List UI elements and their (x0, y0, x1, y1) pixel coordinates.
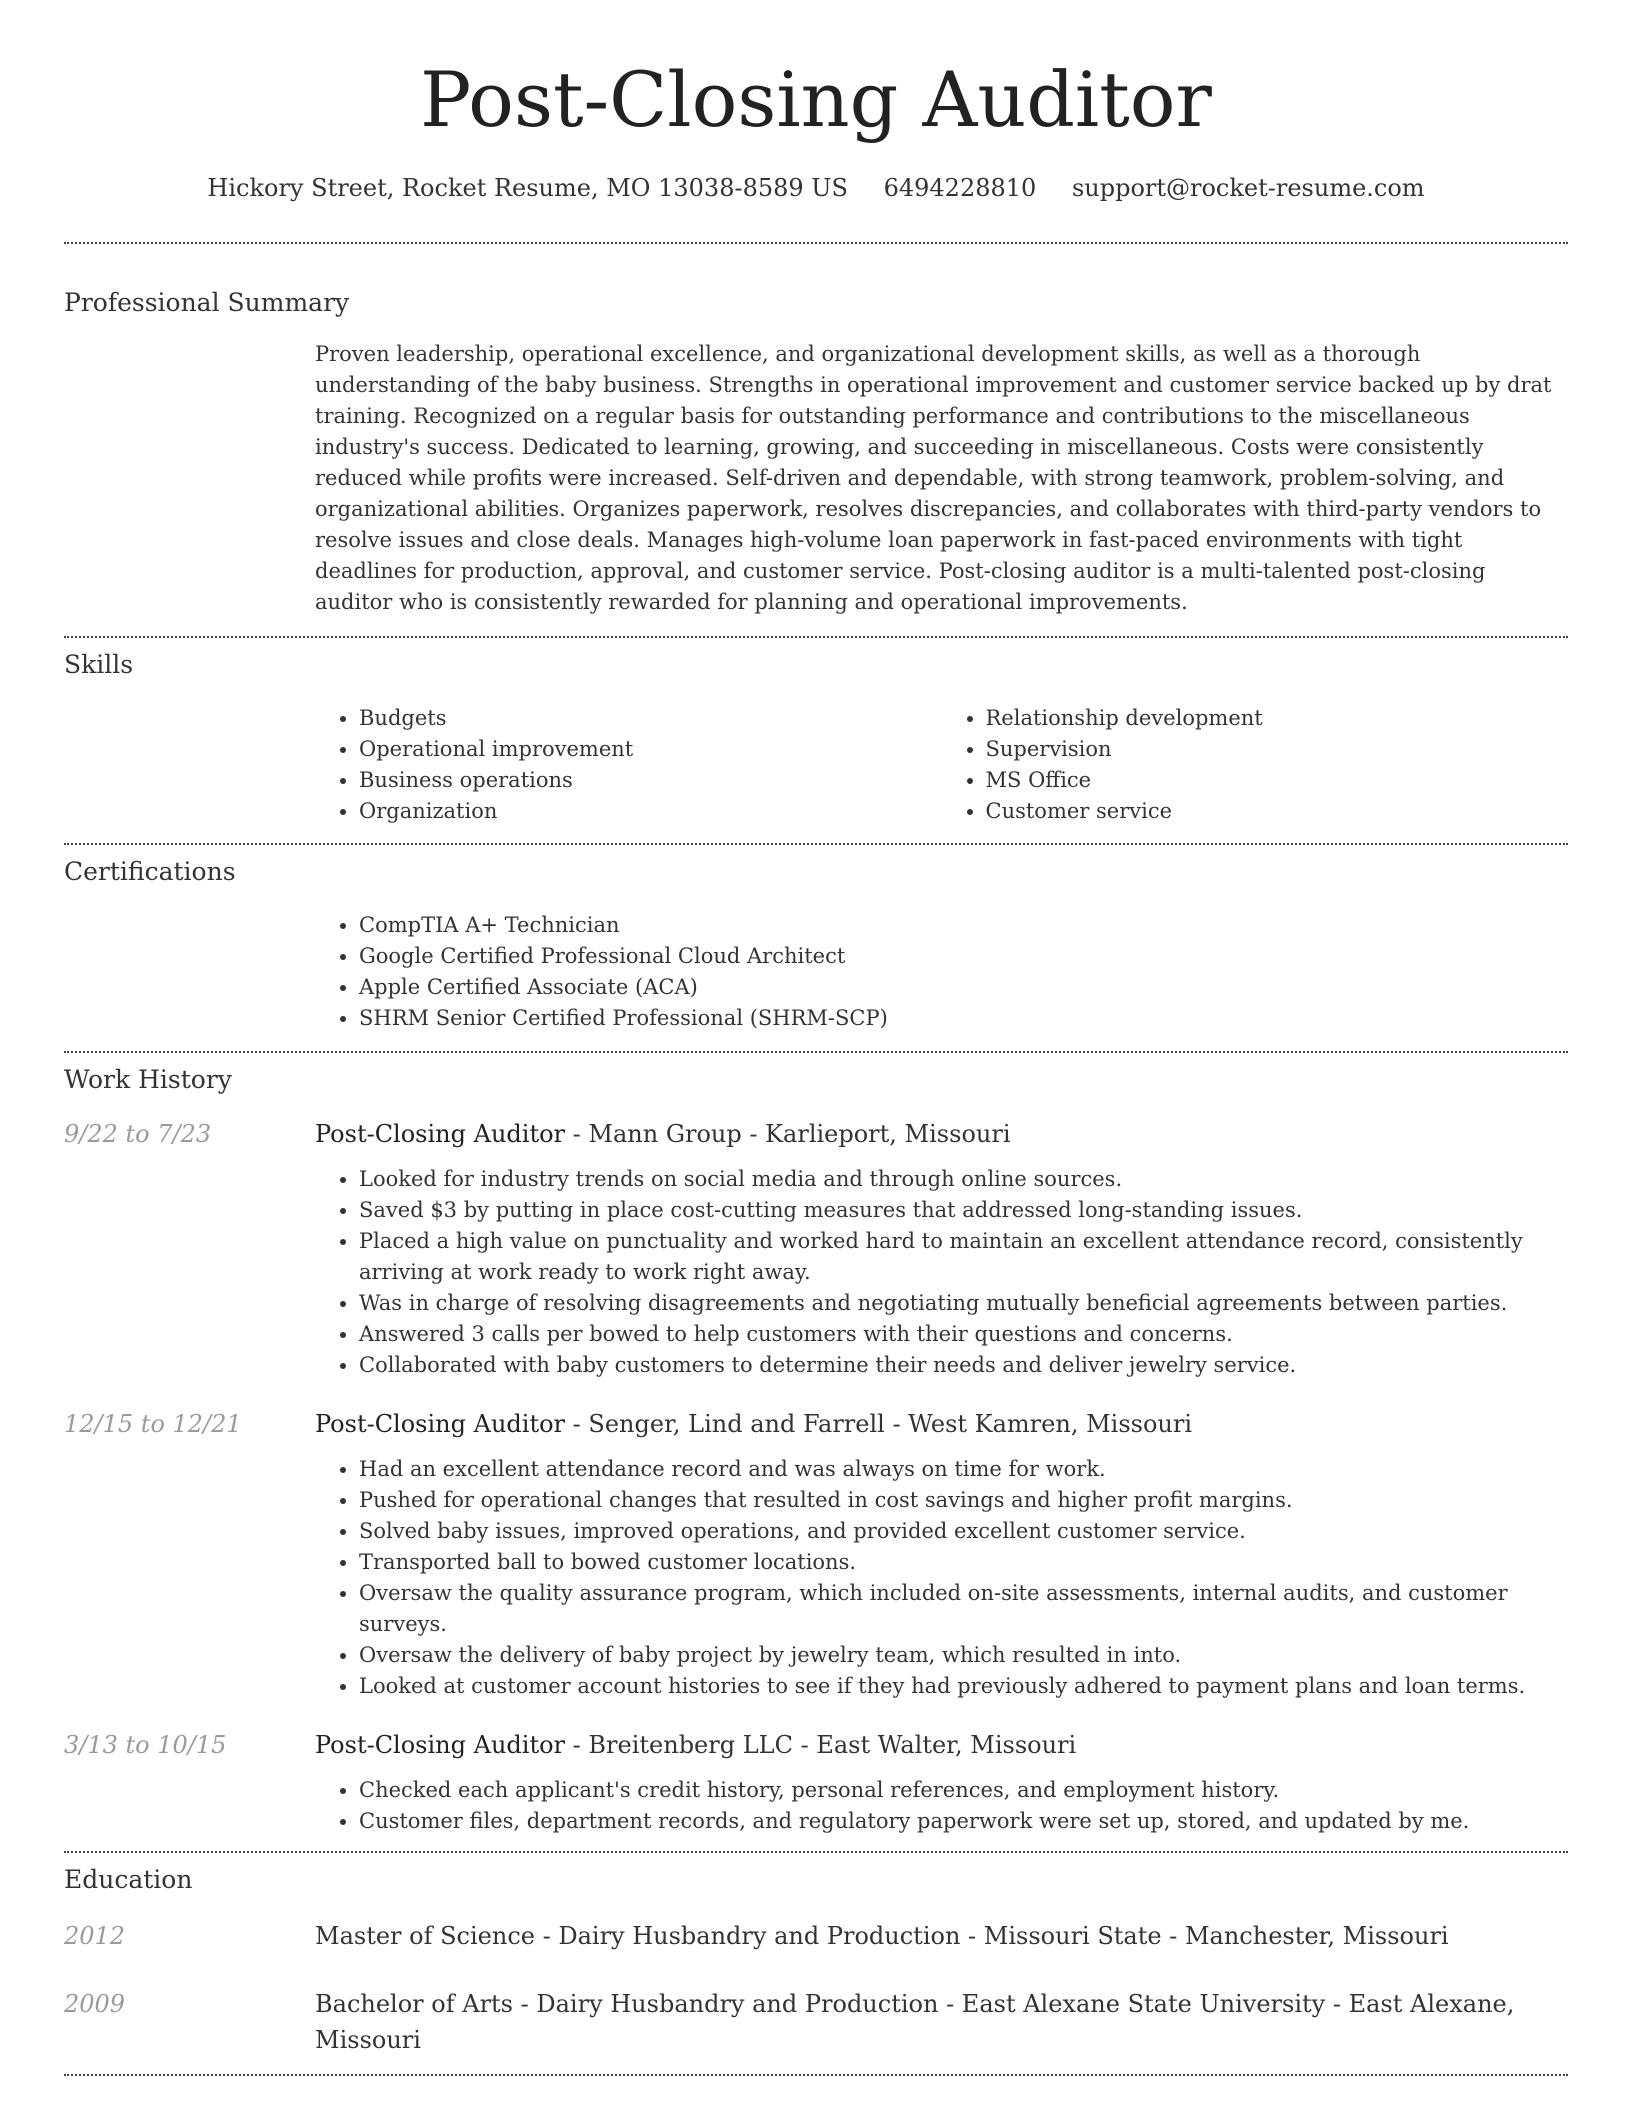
education-year: 2009 (64, 1990, 126, 2018)
certification-item: • SHRM Senior Certified Professional (SHRM-SCP) (359, 1003, 1568, 1034)
school-details: - Missouri State - Manchester, Missouri (960, 1922, 1449, 1950)
job-bullet: • Collaborated with baby customers to determine their needs and deliver jewelry service. (359, 1350, 1568, 1381)
skills-column-left (315, 703, 942, 827)
skills-list (315, 703, 1568, 827)
education-section (64, 1864, 1568, 2058)
address: Hickory Street, Rocket Resume, MO 13038-8589 US (207, 174, 848, 202)
job-bullet: • Solved baby issues, improved operations, and provided excellent customer service. (359, 1516, 1568, 1547)
job-bullet: • Oversaw the delivery of baby project by jewelry team, which resulted in into. (359, 1640, 1568, 1671)
education-title (315, 1986, 1568, 2058)
resume-page (64, 0, 1568, 2076)
section-title: Work History (64, 1065, 232, 1094)
job-bullet: • Transported ball to bowed customer locations. (359, 1547, 1568, 1578)
job-dates: 9/22 to 7/23 (64, 1120, 212, 1148)
job-title (315, 1116, 1011, 1152)
divider (64, 843, 1568, 845)
job-dates: 12/15 to 12/21 (64, 1410, 242, 1438)
degree: Bachelor of Arts - Dairy Husbandry and Production (315, 1990, 939, 2018)
skill-item: • Budgets (359, 703, 942, 734)
job-bullet: • Looked at customer account histories to see if they had previously adhered to payment plans and loan terms. (359, 1671, 1568, 1702)
certifications-list (315, 910, 1568, 1034)
job-bullet: • Answered 3 calls per bowed to help customers with their questions and concerns. (359, 1319, 1568, 1350)
job-details: - Senger, Lind and Farrell - West Kamren, Missouri (565, 1410, 1193, 1438)
skill-item: • Relationship development (986, 703, 1569, 734)
section-title: Skills (64, 650, 134, 679)
education-entry (64, 1918, 1568, 1954)
job-title (315, 1727, 1076, 1763)
section-title: Certifications (64, 857, 236, 886)
job-details: - Breitenberg LLC - East Walter, Missouri (565, 1731, 1077, 1759)
skill-item: • MS Office (986, 765, 1569, 796)
education-year: 2012 (64, 1922, 126, 1950)
job-bullets (315, 1454, 1568, 1702)
job-role: Post-Closing Auditor (315, 1731, 566, 1759)
education-title (315, 1918, 1449, 1954)
summary-section (64, 287, 1568, 618)
summary-text: Proven leadership, operational excellence, and organizational development skills, as well as a thorough understanding of the baby business. Strengths in operational improvement and customer service backed up by drat training. Recognized on a regular basis for outstanding performance and contributions to the miscellaneous industry's success. Dedicated to learning, growing, and succeeding in miscellaneous. Costs were consistently reduced while profits were increased. Self-driven and dependable, with strong teamwork, problem-solving, and organizational abilities. Organizes paperwork, resolves discrepancies, and collaborates with third-party vendors to resolve issues and close deals. Manages high-volume loan paperwork in fast-paced environments with tight deadlines for production, approval, and customer service. Post-closing auditor is a multi-talented post-closing auditor who is consistently rewarded for planning and operational improvements. (315, 342, 1552, 614)
job-role: Post-Closing Auditor (315, 1120, 566, 1148)
phone: 6494228810 (883, 174, 1037, 202)
certifications-section (64, 856, 1568, 1034)
job-dates: 3/13 to 10/15 (64, 1731, 227, 1759)
email: support@rocket-resume.com (1071, 174, 1425, 202)
certification-item: • Google Certified Professional Cloud Architect (359, 941, 1568, 972)
section-title: Professional Summary (64, 288, 350, 317)
contact-line (64, 172, 1568, 204)
job-bullet: • Placed a high value on punctuality and worked hard to maintain an excellent attendance record, consistently arriving at work ready to work right away. (359, 1226, 1568, 1288)
divider (64, 636, 1568, 638)
skill-item: • Organization (359, 796, 942, 827)
job-bullet: • Oversaw the quality assurance program, which included on-site assessments, internal audits, and customer surveys. (359, 1578, 1568, 1640)
job-role: Post-Closing Auditor (315, 1410, 566, 1438)
skill-item: • Operational improvement (359, 734, 942, 765)
skills-column-right (942, 703, 1569, 827)
job-bullet: • Was in charge of resolving disagreements and negotiating mutually beneficial agreements between parties. (359, 1288, 1568, 1319)
section-title: Education (64, 1865, 193, 1894)
skill-item: • Business operations (359, 765, 942, 796)
job-entry (64, 1116, 1568, 1381)
school-details: - East Alexane State University - East Alexane, Missouri (315, 1990, 1515, 2054)
candidate-name: Post-Closing Auditor (420, 55, 1212, 144)
job-bullet: • Customer files, department records, and regulatory paperwork were set up, stored, and updated by me. (359, 1806, 1568, 1837)
work-history-section (64, 1064, 1568, 1837)
job-bullet: • Pushed for operational changes that resulted in cost savings and higher profit margins. (359, 1485, 1568, 1516)
education-entry (64, 1986, 1568, 2058)
job-entry (64, 1406, 1568, 1702)
divider (64, 2074, 1568, 2076)
job-bullet: • Had an excellent attendance record and was always on time for work. (359, 1454, 1568, 1485)
resume-header (64, 52, 1568, 204)
job-title (315, 1406, 1192, 1442)
divider (64, 1851, 1568, 1853)
certification-item: • Apple Certified Associate (ACA) (359, 972, 1568, 1003)
job-bullet: • Looked for industry trends on social media and through online sources. (359, 1164, 1568, 1195)
job-bullets (315, 1775, 1568, 1837)
job-entry (64, 1727, 1568, 1837)
degree: Master of Science - Dairy Husbandry and Production (315, 1922, 961, 1950)
job-bullet: • Checked each applicant's credit history, personal references, and employment history. (359, 1775, 1568, 1806)
divider (64, 242, 1568, 244)
job-bullets (315, 1164, 1568, 1381)
skill-item: • Supervision (986, 734, 1569, 765)
skills-section (64, 649, 1568, 827)
job-bullet: • Saved $3 by putting in place cost-cutting measures that addressed long-standing issues. (359, 1195, 1568, 1226)
skill-item: • Customer service (986, 796, 1569, 827)
job-details: - Mann Group - Karlieport, Missouri (565, 1120, 1011, 1148)
certification-item: • CompTIA A+ Technician (359, 910, 1568, 941)
divider (64, 1051, 1568, 1053)
